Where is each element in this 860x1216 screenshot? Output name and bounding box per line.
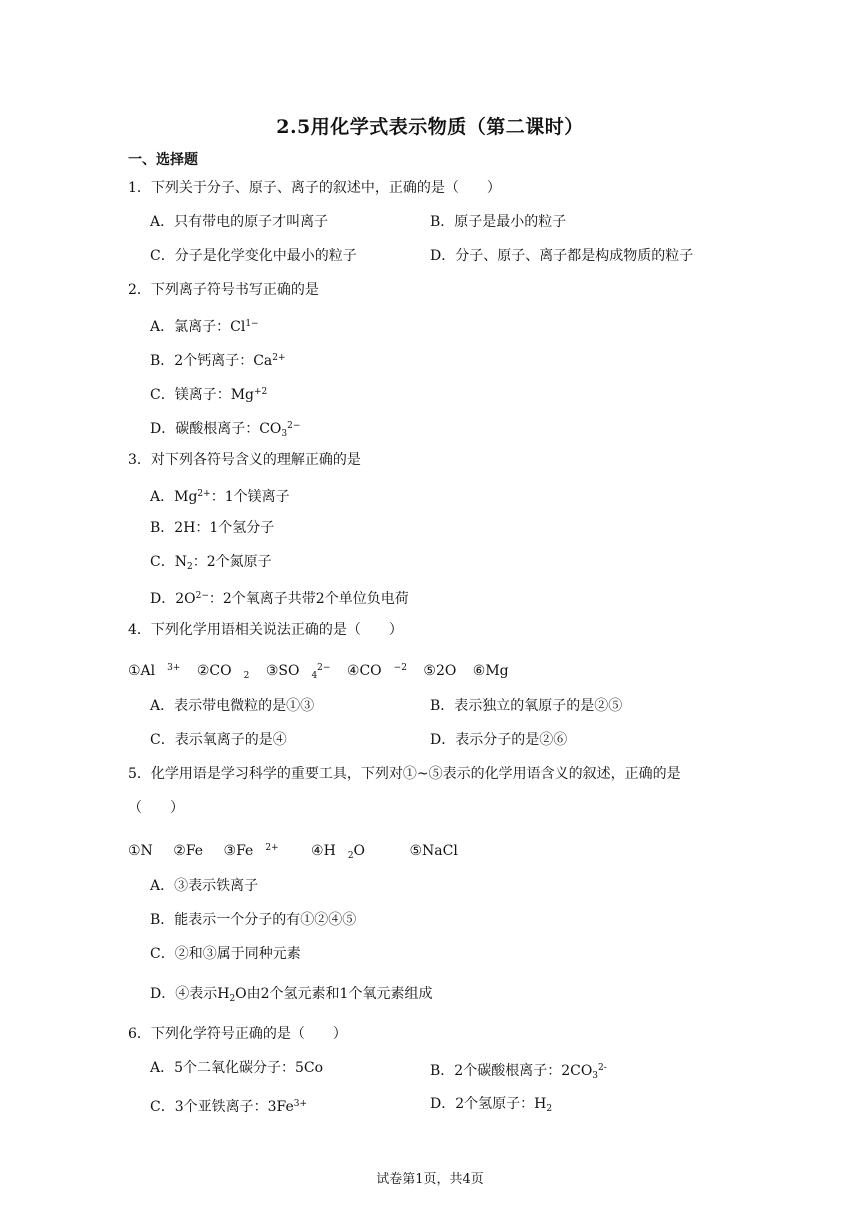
q5-option-a: A．③表示铁离子 bbox=[150, 878, 259, 894]
question-2-stem: 2．下列离子符号书写正确的是 bbox=[128, 282, 319, 298]
q2-option-b: B．2个钙离子：$Ca^{2+}$ bbox=[150, 353, 286, 369]
q3-option-a: A．$Mg^{2+}$：1个镁离子 bbox=[150, 489, 290, 505]
q1-option-b: B．原子是最小的粒子 bbox=[430, 214, 567, 230]
q4-symbol-list: ①Al $^{3+}$ ②CO $_2$ ③SO $_4^{2-}$ ④CO $^{-2}$ ⑤2O ⑥Mg bbox=[128, 663, 509, 681]
q5-option-b: B．能表示一个分子的有①②④⑤ bbox=[150, 912, 357, 928]
question-5-stem-cont: （ ） bbox=[128, 800, 184, 816]
page-footer: 试卷第1页，共4页 bbox=[376, 1172, 484, 1187]
q1-option-c: C．分子是化学变化中最小的粒子 bbox=[150, 248, 357, 264]
q1-option-d: D．分子、原子、离子都是构成物质的粒子 bbox=[430, 248, 694, 264]
q3-option-b: B．2H：1个氢分子 bbox=[150, 520, 275, 536]
q6-option-a: A．5个二氧化碳分子：5Co bbox=[150, 1060, 324, 1076]
q6-option-b: B．2个碳酸根离子：$2CO_3^{2-}$ bbox=[430, 1063, 607, 1081]
q5-option-c: C．②和③属于同种元素 bbox=[150, 946, 301, 962]
q2-option-a: A．氯离子：$Cl^{1-}$ bbox=[150, 319, 259, 335]
page-title: 2.5用化学式表示物质（第二课时） bbox=[276, 116, 584, 138]
section-heading: 一、选择题 bbox=[128, 152, 198, 168]
question-1-stem: 1．下列关于分子、原子、离子的叙述中，正确的是（ ） bbox=[128, 180, 501, 196]
question-4-stem: 4．下列化学用语相关说法正确的是（ ） bbox=[128, 622, 403, 638]
question-3-stem: 3．对下列各符号含义的理解正确的是 bbox=[128, 452, 361, 468]
q5-symbol-list: ①N ②Fe ③Fe $^{2+}$ ④H $_2$O ⑤NaCl bbox=[128, 843, 458, 861]
q2-option-d: D．碳酸根离子：$CO_3^{2-}$ bbox=[150, 421, 301, 439]
q1-option-a: A．只有带电的原子才叫离子 bbox=[150, 214, 329, 230]
q6-option-d: D．2个氢原子：$H_2$ bbox=[430, 1096, 553, 1114]
q2-option-c: C．镁离子：$Mg^{+2}$ bbox=[150, 387, 268, 403]
q4-option-a: A．表示带电微粒的是①③ bbox=[150, 698, 315, 714]
q3-option-d: D．$2O^{2-}$：2个氧离子共带2个单位负电荷 bbox=[150, 591, 409, 607]
q4-option-c: C．表示氧离子的是④ bbox=[150, 732, 287, 748]
q6-option-c: C．3个亚铁离子：$3Fe^{3+}$ bbox=[150, 1099, 308, 1115]
q5-option-d: D．④表示$H_2O$由2个氢元素和1个氧元素组成 bbox=[150, 986, 433, 1004]
q4-option-d: D．表示分子的是②⑥ bbox=[430, 732, 568, 748]
q4-option-b: B．表示独立的氧原子的是②⑤ bbox=[430, 698, 623, 714]
question-6-stem: 6．下列化学符号正确的是（ ） bbox=[128, 1026, 347, 1042]
q3-option-c: C．$N_2$：2个氮原子 bbox=[150, 554, 272, 572]
question-5-stem: 5．化学用语是学习科学的重要工具，下列对①~⑤表示的化学用语含义的叙述，正确的是 bbox=[128, 766, 681, 782]
